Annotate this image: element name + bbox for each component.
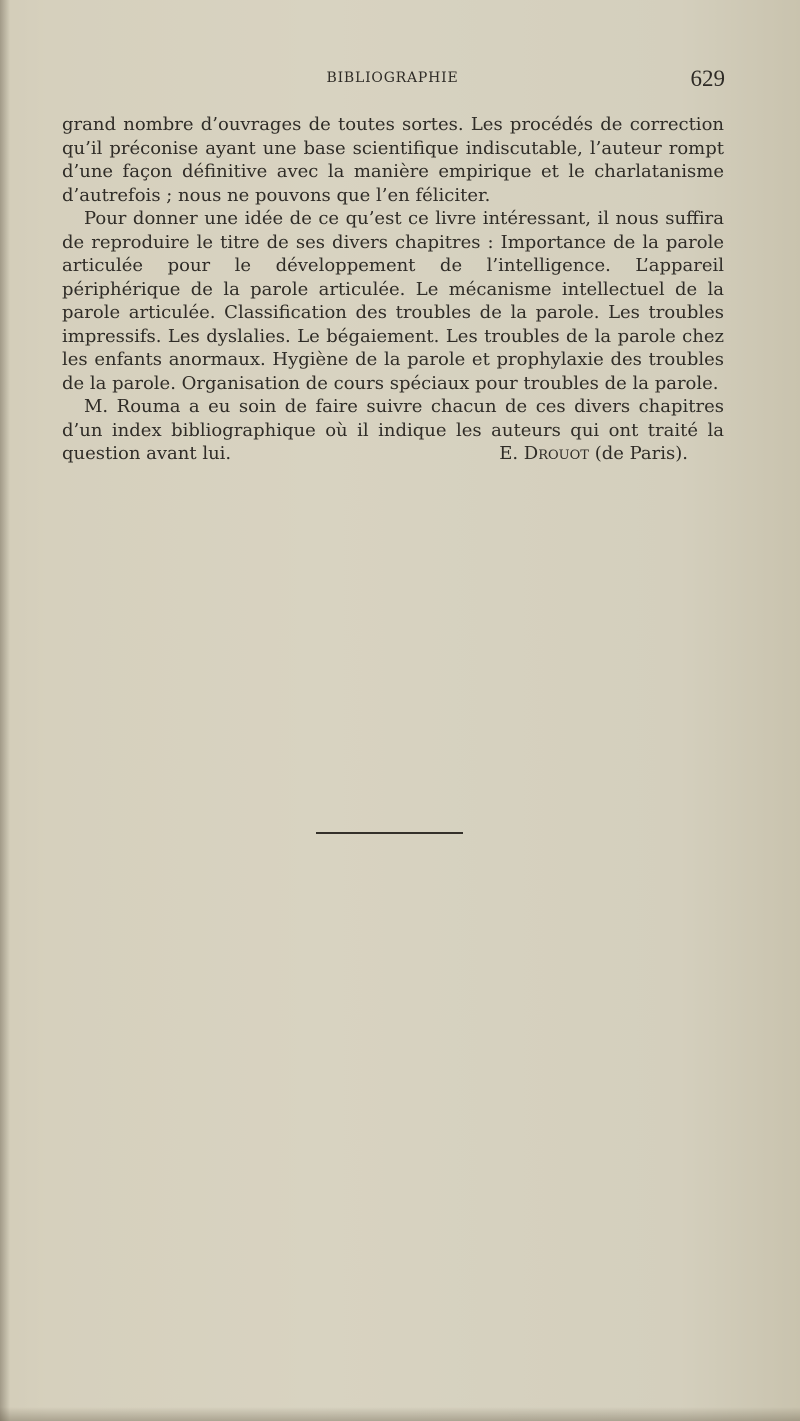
page-shadow-bottom (0, 1407, 800, 1421)
signature-place: (de Paris). (594, 443, 688, 464)
review-text (62, 113, 724, 466)
paragraph-chapters: Pour donner une idée de ce qu’est ce livre intéressant, il nous suffira de reproduire le titre de ses divers chapitres : Importance de la parole articulée pour le développement de l’intelligence. L’appareil périphérique de la parole articulée. Le mécanisme intellectuel de la parole articulée. Classification des troubles de la parole. Les troubles impressifs. Les dyslalies. Le bégaiement. Les troubles de la parole chez les enfants anormaux. Hygiène de la parole et prophylaxie des troubles de la parole. Organisation de cours spéciaux pour troubles de la parole. (62, 208, 724, 394)
reviewer-signature (477, 442, 688, 466)
page-shadow-left (0, 0, 10, 1421)
paragraph-index-text: M. Rouma a eu soin de faire suivre chacun de ces divers chapitres d’un index bibliographique où il indique les auteurs qui ont traité la question avant lui. (62, 396, 724, 464)
signature-initial: E. (499, 443, 519, 464)
page-header (60, 66, 725, 92)
page-number: 629 (690, 66, 725, 91)
paragraph-index (62, 395, 724, 466)
section-divider-rule (316, 832, 463, 834)
running-head: BIBLIOGRAPHIE (326, 70, 459, 86)
paragraph-continued: grand nombre d’ouvrages de toutes sortes. Les procédés de correction qu’il préconise ayant une base scientifique indiscutable, l’auteur rompt d’une façon définitive avec la manière empirique et le charlatanisme d’autrefois ; nous ne pouvons que l’en féliciter. (62, 114, 724, 206)
signature-name: Drouot (523, 443, 589, 464)
